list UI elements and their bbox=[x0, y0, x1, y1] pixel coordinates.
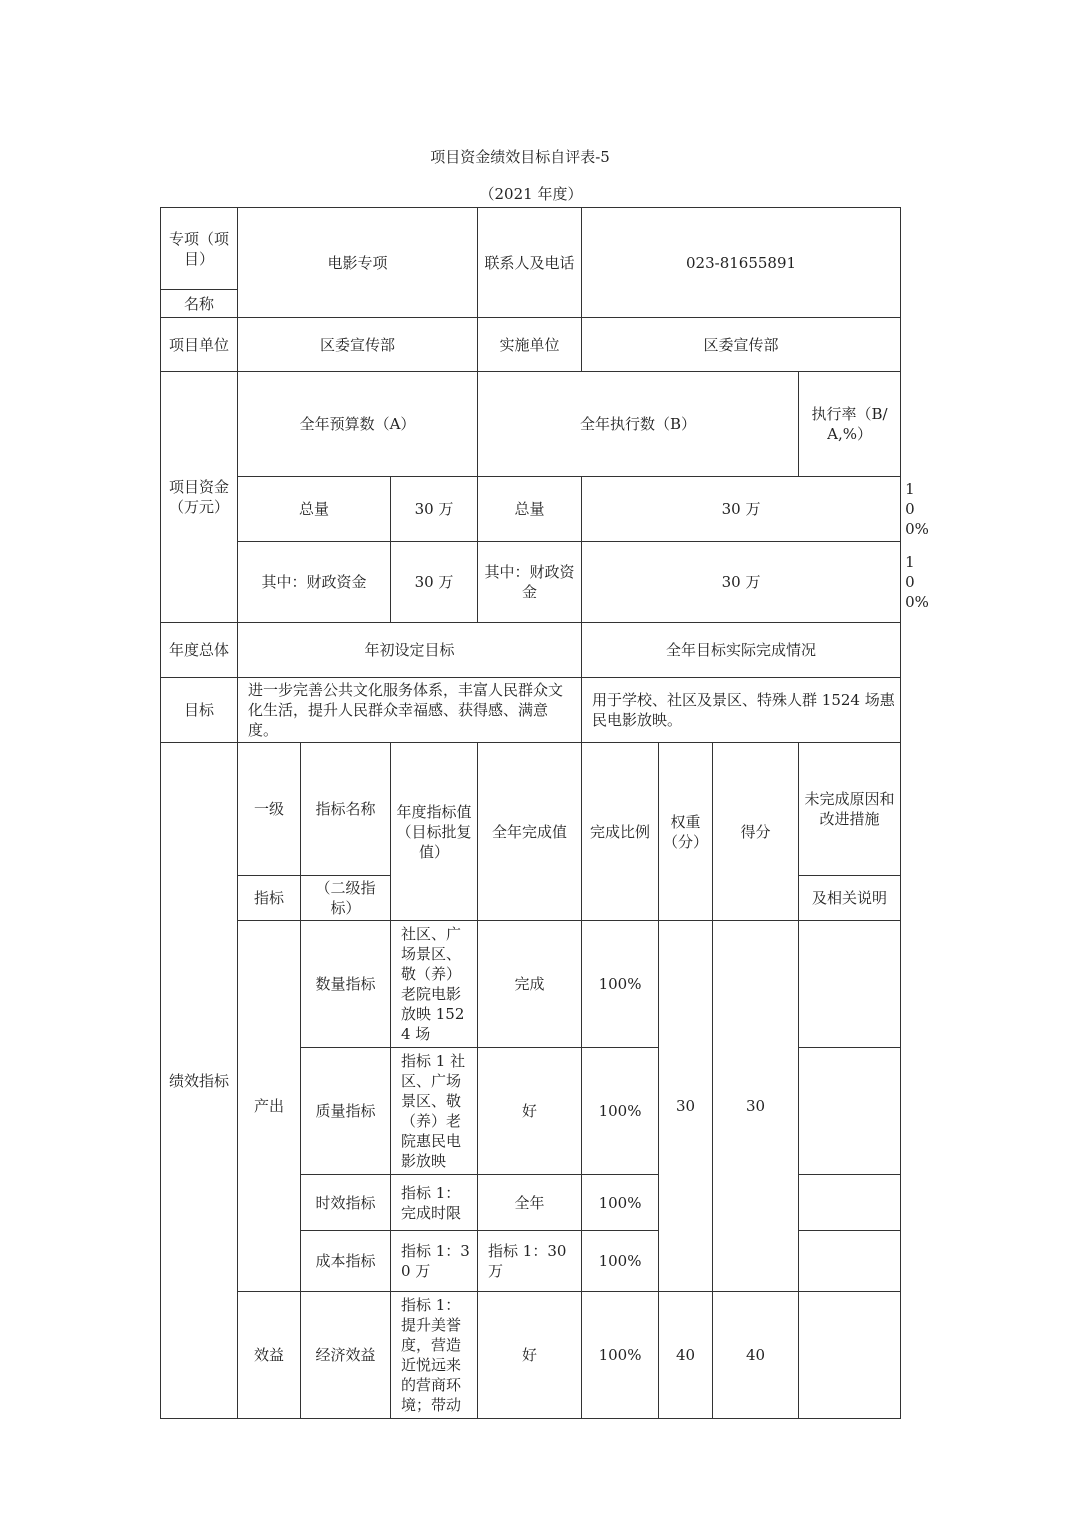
indicator-name: 时效指标 bbox=[301, 1175, 391, 1231]
total-exec-value: 30 万 bbox=[582, 477, 901, 542]
indicator-target: 指标 1 社区、广场景区、敬（养）老院惠民电影放映 bbox=[391, 1048, 478, 1175]
page-title: 项目资金绩效目标自评表-5 bbox=[430, 148, 610, 166]
indicator-ratio: 100% bbox=[582, 1175, 659, 1231]
perf-label: 绩效指标 bbox=[161, 743, 238, 1419]
level1-header-2: 指标 bbox=[238, 876, 301, 921]
table-row bbox=[161, 1292, 901, 1419]
project-unit-value: 区委宣传部 bbox=[238, 318, 478, 372]
project-unit-label: 项目单位 bbox=[161, 318, 238, 372]
score-header: 得分 bbox=[713, 743, 799, 921]
indicator-reason bbox=[799, 921, 901, 1048]
indicator-ratio: 100% bbox=[582, 1292, 659, 1419]
reason-header-2: 及相关说明 bbox=[799, 876, 901, 921]
evaluation-table: 专项（项目） 电影专项 联系人及电话 023-81655891 名称 项目单位 区委宣传部 实施单位 区委宣传部 项目资金（万元） 全年预算数（A） 全年执行数（B） 执行率（B/A,%） 总量 30 万 总量 30 万 100% 其中：财政资金 30 万 其中：财政资金 30 万 100% 年度总体 年初设定目标 全年目标实际完成情况 目标 进一步完善公共文化服务体系，丰富人民群众文化生活，提升人民群众幸福感、获得感、满意度。 用于学校、社区及景区、特殊人群 1524 场惠民电影放映。 绩效指标 一级 指标名称 年度指标值（目标批复值） 全年完成值 完成比例 权重（分） 得分 未完成原因和改进措施 指标 （二级指标） 及相关说明 产出 数量指标 社区、广场景区、敬（养）老院电影放映 1524 场 完成 100% 30 30 质量指标 指标 1 社区、广场景区、敬（养）老院惠民电影放映 好 100% 时效指标 指标 1：完成时限 全年 100% 成本指标 指标 1：30 万 指标 1：30 万 100% 效益 经济效益 指标 1：提升美誉度，营造近悦远来的营商环境；带动 好 100% 40 40 bbox=[160, 207, 901, 1419]
fiscal-budget-label: 其中：财政资金 bbox=[238, 542, 391, 623]
goal-set-text: 进一步完善公共文化服务体系，丰富人民群众文化生活，提升人民群众幸福感、获得感、满意度。 bbox=[238, 678, 582, 743]
impl-unit-label: 实施单位 bbox=[478, 318, 582, 372]
goal-label: 年度总体 bbox=[161, 623, 238, 678]
indicator-target: 社区、广场景区、敬（养）老院电影放映 1524 场 bbox=[391, 921, 478, 1048]
year-subtitle: （2021 年度） bbox=[479, 185, 583, 203]
indicator-reason bbox=[799, 1292, 901, 1419]
ratio-header: 完成比例 bbox=[582, 743, 659, 921]
indicator-name: 数量指标 bbox=[301, 921, 391, 1048]
goal-actual-header: 全年目标实际完成情况 bbox=[582, 623, 901, 678]
output-label: 产出 bbox=[238, 921, 301, 1292]
contact-label: 联系人及电话 bbox=[478, 208, 582, 318]
project-name-label-2: 名称 bbox=[161, 290, 238, 318]
target-header: 年度指标值（目标批复值） bbox=[391, 743, 478, 921]
output-score: 30 bbox=[713, 921, 799, 1292]
indicator-ratio: 100% bbox=[582, 921, 659, 1048]
goal-label-2: 目标 bbox=[161, 678, 238, 743]
indicator-ratio: 100% bbox=[582, 1048, 659, 1175]
goal-actual-text: 用于学校、社区及景区、特殊人群 1524 场惠民电影放映。 bbox=[582, 678, 901, 743]
indicator-name: 成本指标 bbox=[301, 1231, 391, 1292]
indicator-reason bbox=[799, 1231, 901, 1292]
indicator-target: 指标 1：完成时限 bbox=[391, 1175, 478, 1231]
indicator-name: 经济效益 bbox=[301, 1292, 391, 1419]
contact-value: 023-81655891 bbox=[582, 208, 901, 318]
level1-header: 一级 bbox=[238, 743, 301, 876]
indicator-actual: 完成 bbox=[478, 921, 582, 1048]
project-name-label: 专项（项目） bbox=[161, 208, 238, 290]
indicator-target: 指标 1：30 万 bbox=[391, 1231, 478, 1292]
fiscal-budget-value: 30 万 bbox=[391, 542, 478, 623]
project-name-value: 电影专项 bbox=[238, 208, 478, 318]
indicator-name-header-2: （二级指标） bbox=[301, 876, 391, 921]
output-weight: 30 bbox=[659, 921, 713, 1292]
indicator-actual: 指标 1：30 万 bbox=[478, 1231, 582, 1292]
rate-header: 执行率（B/A,%） bbox=[799, 372, 901, 477]
indicator-ratio: 100% bbox=[582, 1231, 659, 1292]
table-row bbox=[161, 921, 901, 1048]
total-budget-value: 30 万 bbox=[391, 477, 478, 542]
benefit-label: 效益 bbox=[238, 1292, 301, 1419]
indicator-actual: 好 bbox=[478, 1048, 582, 1175]
actual-header: 全年完成值 bbox=[478, 743, 582, 921]
indicator-target: 指标 1：提升美誉度，营造近悦远来的营商环境；带动 bbox=[391, 1292, 478, 1419]
indicator-reason bbox=[799, 1175, 901, 1231]
indicator-name: 质量指标 bbox=[301, 1048, 391, 1175]
exec-header: 全年执行数（B） bbox=[478, 372, 799, 477]
indicator-actual: 好 bbox=[478, 1292, 582, 1419]
impl-unit-value: 区委宣传部 bbox=[582, 318, 901, 372]
benefit-weight: 40 bbox=[659, 1292, 713, 1419]
weight-header: 权重（分） bbox=[659, 743, 713, 921]
indicator-actual: 全年 bbox=[478, 1175, 582, 1231]
reason-header: 未完成原因和改进措施 bbox=[799, 743, 901, 876]
indicator-reason bbox=[799, 1048, 901, 1175]
funds-label: 项目资金（万元） bbox=[161, 372, 238, 623]
total-exec-label: 总量 bbox=[478, 477, 582, 542]
goal-set-header: 年初设定目标 bbox=[238, 623, 582, 678]
benefit-score: 40 bbox=[713, 1292, 799, 1419]
fiscal-exec-value: 30 万 bbox=[582, 542, 901, 623]
budget-header: 全年预算数（A） bbox=[238, 372, 478, 477]
indicator-name-header: 指标名称 bbox=[301, 743, 391, 876]
fiscal-exec-label: 其中：财政资金 bbox=[478, 542, 582, 623]
total-budget-label: 总量 bbox=[238, 477, 391, 542]
